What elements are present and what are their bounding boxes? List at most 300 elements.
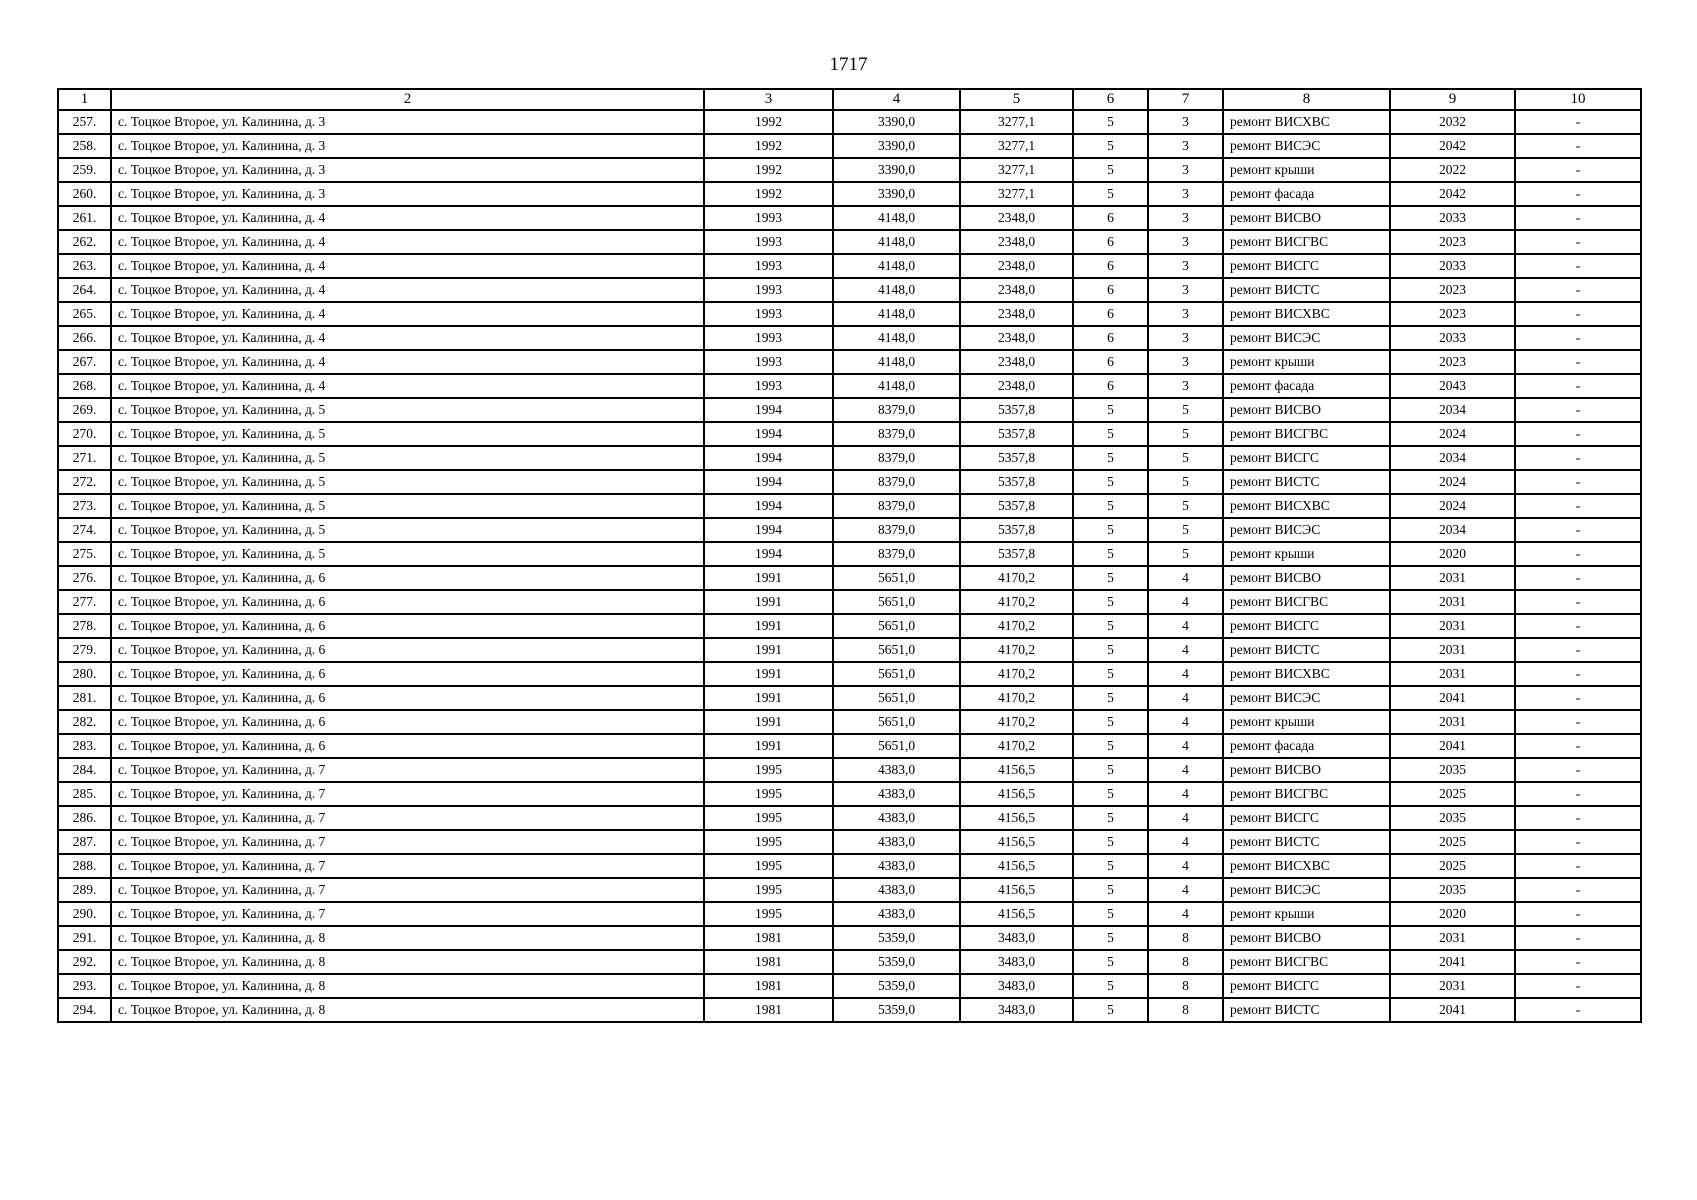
cell-living-area: 5357,8 xyxy=(960,446,1073,470)
cell-planned-year: 2031 xyxy=(1390,974,1515,998)
cell-row-number: 273. xyxy=(58,494,111,518)
cell-row-number: 282. xyxy=(58,710,111,734)
cell-work-type: ремонт крыши xyxy=(1223,710,1390,734)
cell-note: - xyxy=(1515,254,1641,278)
cell-note: - xyxy=(1515,926,1641,950)
cell-address: с. Тоцкое Второе, ул. Калинина, д. 7 xyxy=(111,830,704,854)
cell-address: с. Тоцкое Второе, ул. Калинина, д. 5 xyxy=(111,470,704,494)
cell-address: с. Тоцкое Второе, ул. Калинина, д. 8 xyxy=(111,950,704,974)
cell-build-year: 1991 xyxy=(704,710,833,734)
cell-planned-year: 2031 xyxy=(1390,926,1515,950)
cell-entrances: 4 xyxy=(1148,638,1223,662)
cell-floors: 5 xyxy=(1073,878,1148,902)
cell-floors: 6 xyxy=(1073,230,1148,254)
table-row xyxy=(58,854,1641,878)
cell-address: с. Тоцкое Второе, ул. Калинина, д. 6 xyxy=(111,614,704,638)
cell-note: - xyxy=(1515,878,1641,902)
cell-work-type: ремонт ВИСЭС xyxy=(1223,686,1390,710)
cell-row-number: 272. xyxy=(58,470,111,494)
cell-row-number: 260. xyxy=(58,182,111,206)
cell-planned-year: 2034 xyxy=(1390,518,1515,542)
page-number: 1717 xyxy=(829,54,868,75)
cell-floors: 5 xyxy=(1073,566,1148,590)
cell-planned-year: 2023 xyxy=(1390,230,1515,254)
cell-note: - xyxy=(1515,662,1641,686)
cell-note: - xyxy=(1515,422,1641,446)
table-row xyxy=(58,950,1641,974)
cell-note: - xyxy=(1515,758,1641,782)
cell-note: - xyxy=(1515,614,1641,638)
cell-planned-year: 2025 xyxy=(1390,854,1515,878)
cell-planned-year: 2035 xyxy=(1390,878,1515,902)
cell-build-year: 1994 xyxy=(704,446,833,470)
table-row xyxy=(58,782,1641,806)
cell-total-area: 8379,0 xyxy=(833,494,960,518)
cell-entrances: 5 xyxy=(1148,518,1223,542)
cell-entrances: 4 xyxy=(1148,902,1223,926)
table-row xyxy=(58,878,1641,902)
cell-build-year: 1993 xyxy=(704,206,833,230)
cell-floors: 5 xyxy=(1073,446,1148,470)
cell-planned-year: 2032 xyxy=(1390,110,1515,134)
cell-build-year: 1993 xyxy=(704,302,833,326)
cell-build-year: 1992 xyxy=(704,158,833,182)
cell-entrances: 3 xyxy=(1148,206,1223,230)
cell-living-area: 5357,8 xyxy=(960,470,1073,494)
cell-address: с. Тоцкое Второе, ул. Калинина, д. 4 xyxy=(111,350,704,374)
cell-living-area: 2348,0 xyxy=(960,254,1073,278)
cell-living-area: 3483,0 xyxy=(960,926,1073,950)
cell-planned-year: 2034 xyxy=(1390,446,1515,470)
cell-row-number: 267. xyxy=(58,350,111,374)
cell-floors: 5 xyxy=(1073,854,1148,878)
cell-work-type: ремонт ВИСГС xyxy=(1223,254,1390,278)
cell-note: - xyxy=(1515,206,1641,230)
cell-floors: 5 xyxy=(1073,782,1148,806)
cell-floors: 5 xyxy=(1073,542,1148,566)
cell-address: с. Тоцкое Второе, ул. Калинина, д. 3 xyxy=(111,158,704,182)
cell-row-number: 292. xyxy=(58,950,111,974)
cell-total-area: 5651,0 xyxy=(833,710,960,734)
cell-planned-year: 2031 xyxy=(1390,662,1515,686)
cell-build-year: 1994 xyxy=(704,542,833,566)
cell-address: с. Тоцкое Второе, ул. Калинина, д. 5 xyxy=(111,494,704,518)
cell-note: - xyxy=(1515,398,1641,422)
cell-note: - xyxy=(1515,350,1641,374)
cell-address: с. Тоцкое Второе, ул. Калинина, д. 7 xyxy=(111,878,704,902)
cell-living-area: 4170,2 xyxy=(960,566,1073,590)
column-header-8: 8 xyxy=(1223,89,1390,110)
cell-entrances: 3 xyxy=(1148,254,1223,278)
cell-note: - xyxy=(1515,806,1641,830)
cell-floors: 5 xyxy=(1073,974,1148,998)
cell-planned-year: 2033 xyxy=(1390,326,1515,350)
cell-work-type: ремонт крыши xyxy=(1223,542,1390,566)
cell-total-area: 4148,0 xyxy=(833,374,960,398)
cell-address: с. Тоцкое Второе, ул. Калинина, д. 5 xyxy=(111,446,704,470)
cell-row-number: 286. xyxy=(58,806,111,830)
cell-row-number: 293. xyxy=(58,974,111,998)
table-row xyxy=(58,590,1641,614)
cell-build-year: 1994 xyxy=(704,422,833,446)
cell-note: - xyxy=(1515,470,1641,494)
cell-build-year: 1981 xyxy=(704,974,833,998)
cell-floors: 5 xyxy=(1073,422,1148,446)
cell-work-type: ремонт ВИСГВС xyxy=(1223,950,1390,974)
cell-planned-year: 2041 xyxy=(1390,734,1515,758)
cell-planned-year: 2020 xyxy=(1390,902,1515,926)
cell-row-number: 270. xyxy=(58,422,111,446)
cell-row-number: 268. xyxy=(58,374,111,398)
cell-total-area: 5651,0 xyxy=(833,614,960,638)
cell-planned-year: 2041 xyxy=(1390,998,1515,1022)
cell-work-type: ремонт крыши xyxy=(1223,902,1390,926)
cell-floors: 5 xyxy=(1073,686,1148,710)
cell-address: с. Тоцкое Второе, ул. Калинина, д. 5 xyxy=(111,542,704,566)
cell-note: - xyxy=(1515,686,1641,710)
cell-living-area: 4170,2 xyxy=(960,734,1073,758)
cell-entrances: 5 xyxy=(1148,446,1223,470)
cell-row-number: 280. xyxy=(58,662,111,686)
cell-work-type: ремонт ВИСВО xyxy=(1223,758,1390,782)
cell-entrances: 5 xyxy=(1148,470,1223,494)
cell-work-type: ремонт ВИСЭС xyxy=(1223,878,1390,902)
cell-floors: 5 xyxy=(1073,470,1148,494)
cell-floors: 6 xyxy=(1073,350,1148,374)
cell-address: с. Тоцкое Второе, ул. Калинина, д. 6 xyxy=(111,590,704,614)
cell-planned-year: 2023 xyxy=(1390,350,1515,374)
cell-build-year: 1993 xyxy=(704,326,833,350)
repair-schedule-table xyxy=(57,88,1642,1023)
cell-note: - xyxy=(1515,566,1641,590)
cell-work-type: ремонт фасада xyxy=(1223,374,1390,398)
cell-total-area: 8379,0 xyxy=(833,470,960,494)
cell-floors: 6 xyxy=(1073,254,1148,278)
cell-total-area: 5651,0 xyxy=(833,590,960,614)
cell-floors: 5 xyxy=(1073,950,1148,974)
table-row xyxy=(58,638,1641,662)
cell-living-area: 3277,1 xyxy=(960,134,1073,158)
cell-note: - xyxy=(1515,710,1641,734)
cell-total-area: 4383,0 xyxy=(833,758,960,782)
cell-entrances: 3 xyxy=(1148,134,1223,158)
cell-planned-year: 2023 xyxy=(1390,278,1515,302)
cell-build-year: 1992 xyxy=(704,134,833,158)
cell-living-area: 3483,0 xyxy=(960,950,1073,974)
cell-work-type: ремонт ВИСВО xyxy=(1223,566,1390,590)
cell-work-type: ремонт ВИСГВС xyxy=(1223,230,1390,254)
cell-note: - xyxy=(1515,494,1641,518)
cell-work-type: ремонт ВИСГВС xyxy=(1223,782,1390,806)
cell-row-number: 290. xyxy=(58,902,111,926)
cell-row-number: 274. xyxy=(58,518,111,542)
cell-living-area: 2348,0 xyxy=(960,326,1073,350)
cell-planned-year: 2031 xyxy=(1390,614,1515,638)
cell-planned-year: 2043 xyxy=(1390,374,1515,398)
cell-entrances: 3 xyxy=(1148,182,1223,206)
table-row xyxy=(58,470,1641,494)
cell-row-number: 281. xyxy=(58,686,111,710)
cell-floors: 5 xyxy=(1073,398,1148,422)
cell-entrances: 4 xyxy=(1148,710,1223,734)
cell-row-number: 285. xyxy=(58,782,111,806)
cell-build-year: 1995 xyxy=(704,758,833,782)
cell-total-area: 5651,0 xyxy=(833,566,960,590)
cell-address: с. Тоцкое Второе, ул. Калинина, д. 7 xyxy=(111,782,704,806)
cell-address: с. Тоцкое Второе, ул. Калинина, д. 3 xyxy=(111,182,704,206)
cell-floors: 5 xyxy=(1073,590,1148,614)
cell-floors: 5 xyxy=(1073,710,1148,734)
cell-address: с. Тоцкое Второе, ул. Калинина, д. 4 xyxy=(111,374,704,398)
cell-floors: 6 xyxy=(1073,278,1148,302)
cell-note: - xyxy=(1515,974,1641,998)
cell-work-type: ремонт ВИСВО xyxy=(1223,206,1390,230)
column-header-5: 5 xyxy=(960,89,1073,110)
cell-living-area: 3483,0 xyxy=(960,974,1073,998)
cell-planned-year: 2031 xyxy=(1390,566,1515,590)
cell-total-area: 8379,0 xyxy=(833,422,960,446)
cell-total-area: 4383,0 xyxy=(833,830,960,854)
cell-entrances: 8 xyxy=(1148,950,1223,974)
cell-row-number: 277. xyxy=(58,590,111,614)
cell-entrances: 8 xyxy=(1148,974,1223,998)
cell-total-area: 3390,0 xyxy=(833,110,960,134)
cell-floors: 5 xyxy=(1073,902,1148,926)
cell-planned-year: 2042 xyxy=(1390,134,1515,158)
cell-build-year: 1992 xyxy=(704,182,833,206)
cell-total-area: 5359,0 xyxy=(833,998,960,1022)
cell-build-year: 1993 xyxy=(704,278,833,302)
cell-living-area: 3277,1 xyxy=(960,182,1073,206)
cell-entrances: 8 xyxy=(1148,998,1223,1022)
cell-total-area: 4383,0 xyxy=(833,878,960,902)
header-row xyxy=(58,89,1641,110)
cell-living-area: 4170,2 xyxy=(960,686,1073,710)
cell-entrances: 3 xyxy=(1148,326,1223,350)
cell-build-year: 1994 xyxy=(704,470,833,494)
cell-address: с. Тоцкое Второе, ул. Калинина, д. 7 xyxy=(111,902,704,926)
cell-total-area: 3390,0 xyxy=(833,158,960,182)
cell-planned-year: 2035 xyxy=(1390,758,1515,782)
cell-address: с. Тоцкое Второе, ул. Калинина, д. 4 xyxy=(111,278,704,302)
cell-work-type: ремонт крыши xyxy=(1223,158,1390,182)
cell-row-number: 265. xyxy=(58,302,111,326)
cell-build-year: 1991 xyxy=(704,566,833,590)
cell-total-area: 4383,0 xyxy=(833,782,960,806)
cell-entrances: 4 xyxy=(1148,758,1223,782)
cell-row-number: 284. xyxy=(58,758,111,782)
cell-floors: 5 xyxy=(1073,830,1148,854)
cell-work-type: ремонт ВИСТС xyxy=(1223,470,1390,494)
cell-address: с. Тоцкое Второе, ул. Калинина, д. 5 xyxy=(111,398,704,422)
cell-living-area: 5357,8 xyxy=(960,494,1073,518)
cell-living-area: 4156,5 xyxy=(960,806,1073,830)
table-row xyxy=(58,686,1641,710)
cell-work-type: ремонт ВИСХВС xyxy=(1223,854,1390,878)
cell-total-area: 4148,0 xyxy=(833,326,960,350)
cell-address: с. Тоцкое Второе, ул. Калинина, д. 8 xyxy=(111,974,704,998)
column-header-4: 4 xyxy=(833,89,960,110)
cell-living-area: 4156,5 xyxy=(960,878,1073,902)
cell-total-area: 3390,0 xyxy=(833,182,960,206)
cell-entrances: 4 xyxy=(1148,566,1223,590)
cell-build-year: 1991 xyxy=(704,686,833,710)
cell-planned-year: 2033 xyxy=(1390,206,1515,230)
column-header-9: 9 xyxy=(1390,89,1515,110)
cell-build-year: 1991 xyxy=(704,590,833,614)
cell-row-number: 258. xyxy=(58,134,111,158)
cell-address: с. Тоцкое Второе, ул. Калинина, д. 6 xyxy=(111,662,704,686)
cell-build-year: 1995 xyxy=(704,830,833,854)
table-row xyxy=(58,974,1641,998)
cell-floors: 6 xyxy=(1073,302,1148,326)
cell-living-area: 4170,2 xyxy=(960,662,1073,686)
cell-note: - xyxy=(1515,782,1641,806)
cell-row-number: 257. xyxy=(58,110,111,134)
table-row xyxy=(58,926,1641,950)
cell-living-area: 2348,0 xyxy=(960,230,1073,254)
cell-row-number: 264. xyxy=(58,278,111,302)
cell-row-number: 291. xyxy=(58,926,111,950)
cell-living-area: 5357,8 xyxy=(960,422,1073,446)
cell-build-year: 1993 xyxy=(704,230,833,254)
cell-address: с. Тоцкое Второе, ул. Калинина, д. 4 xyxy=(111,254,704,278)
cell-living-area: 4170,2 xyxy=(960,710,1073,734)
table-row xyxy=(58,374,1641,398)
cell-work-type: ремонт ВИСХВС xyxy=(1223,494,1390,518)
cell-note: - xyxy=(1515,638,1641,662)
cell-work-type: ремонт ВИСТС xyxy=(1223,998,1390,1022)
column-header-10: 10 xyxy=(1515,89,1641,110)
table-row xyxy=(58,302,1641,326)
cell-work-type: ремонт ВИСТС xyxy=(1223,830,1390,854)
cell-living-area: 3277,1 xyxy=(960,110,1073,134)
cell-entrances: 4 xyxy=(1148,734,1223,758)
cell-build-year: 1991 xyxy=(704,662,833,686)
cell-entrances: 3 xyxy=(1148,110,1223,134)
cell-planned-year: 2024 xyxy=(1390,494,1515,518)
cell-note: - xyxy=(1515,374,1641,398)
cell-entrances: 4 xyxy=(1148,782,1223,806)
column-header-7: 7 xyxy=(1148,89,1223,110)
cell-entrances: 4 xyxy=(1148,878,1223,902)
cell-work-type: ремонт ВИСТС xyxy=(1223,638,1390,662)
table-row xyxy=(58,110,1641,134)
cell-entrances: 4 xyxy=(1148,806,1223,830)
cell-total-area: 4383,0 xyxy=(833,854,960,878)
cell-planned-year: 2022 xyxy=(1390,158,1515,182)
table-row xyxy=(58,278,1641,302)
cell-build-year: 1995 xyxy=(704,782,833,806)
cell-planned-year: 2034 xyxy=(1390,398,1515,422)
cell-total-area: 8379,0 xyxy=(833,398,960,422)
cell-build-year: 1995 xyxy=(704,806,833,830)
cell-entrances: 4 xyxy=(1148,662,1223,686)
cell-total-area: 4148,0 xyxy=(833,254,960,278)
cell-note: - xyxy=(1515,230,1641,254)
cell-living-area: 4156,5 xyxy=(960,902,1073,926)
table-row xyxy=(58,422,1641,446)
cell-address: с. Тоцкое Второе, ул. Калинина, д. 4 xyxy=(111,302,704,326)
cell-address: с. Тоцкое Второе, ул. Калинина, д. 3 xyxy=(111,110,704,134)
cell-total-area: 5359,0 xyxy=(833,950,960,974)
cell-total-area: 5651,0 xyxy=(833,686,960,710)
cell-address: с. Тоцкое Второе, ул. Калинина, д. 4 xyxy=(111,326,704,350)
cell-work-type: ремонт ВИСЭС xyxy=(1223,326,1390,350)
cell-note: - xyxy=(1515,182,1641,206)
table-body xyxy=(58,110,1641,1022)
cell-address: с. Тоцкое Второе, ул. Калинина, д. 7 xyxy=(111,854,704,878)
table-row xyxy=(58,350,1641,374)
cell-planned-year: 2031 xyxy=(1390,590,1515,614)
cell-planned-year: 2035 xyxy=(1390,806,1515,830)
cell-living-area: 4156,5 xyxy=(960,830,1073,854)
cell-build-year: 1992 xyxy=(704,110,833,134)
cell-work-type: ремонт ВИСГС xyxy=(1223,446,1390,470)
cell-entrances: 3 xyxy=(1148,230,1223,254)
cell-note: - xyxy=(1515,590,1641,614)
cell-work-type: ремонт ВИСГВС xyxy=(1223,422,1390,446)
cell-total-area: 4383,0 xyxy=(833,902,960,926)
cell-row-number: 278. xyxy=(58,614,111,638)
cell-note: - xyxy=(1515,326,1641,350)
cell-living-area: 3277,1 xyxy=(960,158,1073,182)
cell-row-number: 288. xyxy=(58,854,111,878)
cell-floors: 6 xyxy=(1073,374,1148,398)
cell-row-number: 259. xyxy=(58,158,111,182)
cell-living-area: 3483,0 xyxy=(960,998,1073,1022)
cell-address: с. Тоцкое Второе, ул. Калинина, д. 6 xyxy=(111,638,704,662)
cell-row-number: 262. xyxy=(58,230,111,254)
cell-planned-year: 2033 xyxy=(1390,254,1515,278)
cell-row-number: 289. xyxy=(58,878,111,902)
cell-living-area: 4156,5 xyxy=(960,758,1073,782)
table-row xyxy=(58,182,1641,206)
cell-living-area: 2348,0 xyxy=(960,278,1073,302)
cell-total-area: 5651,0 xyxy=(833,662,960,686)
cell-entrances: 4 xyxy=(1148,830,1223,854)
cell-total-area: 4148,0 xyxy=(833,302,960,326)
cell-work-type: ремонт ВИСХВС xyxy=(1223,662,1390,686)
cell-address: с. Тоцкое Второе, ул. Калинина, д. 5 xyxy=(111,422,704,446)
cell-living-area: 2348,0 xyxy=(960,302,1073,326)
cell-floors: 5 xyxy=(1073,134,1148,158)
table-row xyxy=(58,494,1641,518)
cell-build-year: 1995 xyxy=(704,902,833,926)
cell-work-type: ремонт ВИСГВС xyxy=(1223,590,1390,614)
cell-work-type: ремонт ВИСХВС xyxy=(1223,110,1390,134)
cell-planned-year: 2024 xyxy=(1390,470,1515,494)
cell-address: с. Тоцкое Второе, ул. Калинина, д. 6 xyxy=(111,710,704,734)
cell-floors: 5 xyxy=(1073,734,1148,758)
cell-build-year: 1993 xyxy=(704,254,833,278)
cell-planned-year: 2031 xyxy=(1390,638,1515,662)
cell-floors: 5 xyxy=(1073,638,1148,662)
column-header-2: 2 xyxy=(111,89,704,110)
cell-work-type: ремонт фасада xyxy=(1223,182,1390,206)
cell-floors: 5 xyxy=(1073,518,1148,542)
table-row xyxy=(58,398,1641,422)
cell-address: с. Тоцкое Второе, ул. Калинина, д. 6 xyxy=(111,734,704,758)
cell-living-area: 4170,2 xyxy=(960,614,1073,638)
cell-address: с. Тоцкое Второе, ул. Калинина, д. 8 xyxy=(111,998,704,1022)
cell-address: с. Тоцкое Второе, ул. Калинина, д. 6 xyxy=(111,566,704,590)
cell-living-area: 4156,5 xyxy=(960,782,1073,806)
cell-total-area: 5651,0 xyxy=(833,638,960,662)
cell-address: с. Тоцкое Второе, ул. Калинина, д. 4 xyxy=(111,230,704,254)
table-row xyxy=(58,806,1641,830)
cell-work-type: ремонт ВИСВО xyxy=(1223,926,1390,950)
